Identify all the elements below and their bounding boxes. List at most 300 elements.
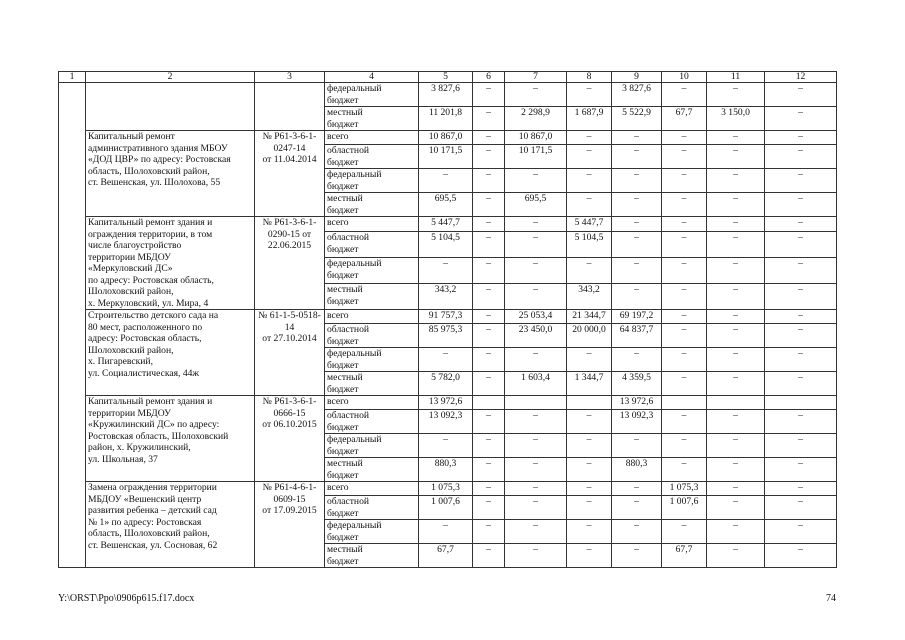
amount-cell: – — [505, 232, 567, 258]
amount-cell: – — [473, 434, 505, 458]
amount-cell: – — [765, 107, 837, 131]
amount-cell: – — [765, 410, 837, 434]
amount-cell: – — [505, 217, 567, 232]
funding-source-line: областной — [327, 145, 370, 156]
row-number-cell — [59, 83, 86, 568]
amount-cell: – — [662, 410, 707, 434]
project-name-cell — [86, 396, 255, 482]
document-number-line: 0609-15 — [273, 493, 306, 505]
funding-source-line: областной — [327, 232, 370, 244]
column-number: 12 — [765, 72, 837, 83]
amount-cell: – — [473, 232, 505, 258]
amount-cell: – — [765, 458, 837, 482]
document-number-line: от 27.10.2014 — [262, 333, 317, 344]
amount-cell: – — [765, 310, 837, 324]
amount-cell: – — [707, 458, 765, 482]
document-number-cell — [255, 310, 325, 396]
document-number-cell — [255, 131, 325, 217]
amount-cell: – — [612, 544, 662, 568]
amount-cell: – — [765, 232, 837, 258]
amount-cell: – — [419, 258, 473, 284]
amount-cell: – — [612, 169, 662, 193]
amount-cell: – — [662, 169, 707, 193]
table-row — [59, 310, 837, 324]
amount-cell: – — [567, 482, 612, 496]
funding-source-cell — [325, 324, 419, 348]
amount-cell: 67,7 — [419, 544, 473, 568]
project-name-line: Замена ограждения территории — [88, 482, 217, 493]
amount-cell: – — [505, 496, 567, 520]
amount-cell: – — [473, 258, 505, 284]
column-number: 7 — [505, 72, 567, 83]
document-number-line: 0247-14 — [273, 142, 306, 154]
column-number: 5 — [419, 72, 473, 83]
column-number: 4 — [325, 72, 419, 83]
amount-cell: – — [707, 482, 765, 496]
amount-cell: – — [612, 482, 662, 496]
amount-cell: 1 075,3 — [662, 482, 707, 496]
project-name-cell — [86, 217, 255, 310]
amount-cell: – — [567, 131, 612, 145]
amount-cell: – — [612, 232, 662, 258]
amount-cell: 2 298,9 — [505, 107, 567, 131]
project-name-line: область, Шолоховский район, — [88, 165, 210, 177]
funding-source-line: бюджет — [327, 531, 359, 543]
amount-cell: 1 603,4 — [505, 372, 567, 396]
amount-cell: – — [505, 482, 567, 496]
amount-cell: – — [505, 258, 567, 284]
amount-cell: 67,7 — [662, 544, 707, 568]
project-name-line: Шолоховский район, — [88, 286, 174, 297]
funding-source-line: бюджет — [327, 507, 359, 519]
amount-cell: – — [473, 217, 505, 232]
document-number-line: от 17.09.2015 — [262, 505, 317, 516]
project-name-cell — [86, 310, 255, 396]
amount-cell: 10 171,5 — [419, 145, 473, 169]
amount-cell: 1 007,6 — [662, 496, 707, 520]
funding-source-line: бюджет — [327, 243, 359, 255]
funding-source-line: областной — [327, 324, 370, 335]
project-name-line: территории МБДОУ — [88, 251, 171, 263]
project-name-cell — [86, 482, 255, 568]
amount-cell: – — [707, 348, 765, 372]
funding-source-cell — [325, 284, 419, 310]
funding-source-line: всего — [327, 396, 349, 407]
amount-cell: – — [765, 544, 837, 568]
amount-cell: – — [707, 193, 765, 217]
document-number-line: от 06.10.2015 — [262, 419, 317, 430]
funding-source-line: федеральный — [327, 83, 382, 94]
amount-cell: 13 972,6 — [612, 396, 662, 410]
project-name-line: х. Меркуловский, ул. Мира, 4 — [88, 297, 209, 309]
amount-cell: – — [765, 217, 837, 232]
funding-source-cell — [325, 482, 419, 496]
amount-cell: – — [707, 284, 765, 310]
document-number-line: № Р61-3-6-1- — [262, 131, 317, 142]
amount-cell: – — [567, 520, 612, 544]
amount-cell — [473, 396, 505, 410]
amount-cell: – — [765, 145, 837, 169]
funding-source-line: бюджет — [327, 335, 359, 347]
funding-source-cell — [325, 232, 419, 258]
funding-source-line: местный — [327, 193, 363, 204]
amount-cell: – — [567, 496, 612, 520]
document-number-line: № 61-1-5-0518- — [258, 310, 321, 321]
amount-cell: – — [567, 169, 612, 193]
amount-cell: 1 007,6 — [419, 496, 473, 520]
funding-source-line: бюджет — [327, 555, 359, 567]
project-name-line: территории МБДОУ — [88, 407, 171, 419]
amount-cell: – — [473, 131, 505, 145]
amount-cell — [707, 396, 765, 410]
amount-cell: 11 201,8 — [419, 107, 473, 131]
funding-source-cell — [325, 544, 419, 568]
document-path: Y:\ORST\Ppo\0906p615.f17.docx — [58, 593, 195, 604]
amount-cell: – — [612, 258, 662, 284]
document-number-line: 14 — [284, 321, 295, 333]
amount-cell: – — [473, 193, 505, 217]
amount-cell: – — [765, 258, 837, 284]
document-number-line: № Р61-4-6-1- — [262, 482, 317, 493]
project-name-line: район, х. Кружилинский, — [88, 442, 191, 453]
document-number-cell — [255, 396, 325, 482]
column-number: 3 — [255, 72, 325, 83]
project-name-line: ограждения территории, в том — [88, 228, 213, 240]
funding-source-line: местный — [327, 544, 363, 555]
amount-cell: – — [612, 284, 662, 310]
amount-cell: 3 827,6 — [419, 83, 473, 107]
funding-source-cell — [325, 348, 419, 372]
document-number-cell — [255, 83, 325, 131]
amount-cell: – — [567, 258, 612, 284]
amount-cell: – — [707, 145, 765, 169]
amount-cell: – — [505, 348, 567, 372]
amount-cell: – — [707, 410, 765, 434]
amount-cell: – — [419, 520, 473, 544]
funding-source-line: всего — [327, 131, 349, 142]
amount-cell: 13 092,3 — [612, 410, 662, 434]
project-name-cell — [86, 83, 255, 131]
amount-cell: 67,7 — [662, 107, 707, 131]
funding-source-line: местный — [327, 458, 363, 469]
funding-source-line: областной — [327, 496, 370, 507]
amount-cell: – — [662, 520, 707, 544]
amount-cell: – — [765, 434, 837, 458]
project-name-line: Шолоховский район, — [88, 344, 174, 356]
project-name-line: ул. Школьная, 37 — [88, 453, 158, 465]
funding-source-cell — [325, 258, 419, 284]
document-number-line: № Р61-3-6-1- — [262, 217, 317, 228]
amount-cell: – — [567, 145, 612, 169]
amount-cell: – — [473, 372, 505, 396]
amount-cell: – — [473, 496, 505, 520]
funding-source-cell — [325, 169, 419, 193]
project-name-line: Ростовская область, Шолоховский — [88, 430, 229, 442]
funding-source-line: бюджет — [327, 204, 359, 216]
amount-cell: – — [473, 324, 505, 348]
document-number-cell — [255, 217, 325, 310]
column-number: 1 — [59, 72, 86, 83]
amount-cell: – — [419, 434, 473, 458]
amount-cell: – — [567, 83, 612, 107]
amount-cell: 5 782,0 — [419, 372, 473, 396]
funding-source-line: бюджет — [327, 118, 359, 130]
amount-cell — [505, 396, 567, 410]
amount-cell: – — [567, 193, 612, 217]
project-name-line: по адресу: Ростовская область, — [88, 274, 214, 286]
amount-cell: – — [473, 107, 505, 131]
funding-source-line: областной — [327, 410, 370, 421]
amount-cell — [662, 396, 707, 410]
amount-cell: 91 757,3 — [419, 310, 473, 324]
project-name-line: МБДОУ «Вешенский центр — [88, 493, 202, 505]
amount-cell: – — [419, 348, 473, 372]
project-name-cell — [86, 131, 255, 217]
funding-source-line: федеральный — [327, 258, 382, 270]
funding-source-line: местный — [327, 107, 363, 118]
table-row — [59, 83, 837, 107]
amount-cell: – — [662, 372, 707, 396]
funding-source-cell — [325, 496, 419, 520]
amount-cell: 5 522,9 — [612, 107, 662, 131]
amount-cell: – — [505, 83, 567, 107]
column-number: 11 — [707, 72, 765, 83]
amount-cell: – — [662, 145, 707, 169]
amount-cell: – — [707, 310, 765, 324]
funding-source-cell — [325, 83, 419, 107]
amount-cell: – — [612, 520, 662, 544]
amount-cell: – — [765, 482, 837, 496]
amount-cell: – — [662, 131, 707, 145]
amount-cell: – — [473, 544, 505, 568]
funding-source-cell — [325, 131, 419, 145]
amount-cell: – — [707, 232, 765, 258]
project-name-line: «ДОД ЦВР» по адресу: Ростовская — [88, 154, 231, 165]
amount-cell: – — [662, 348, 707, 372]
amount-cell: 20 000,0 — [567, 324, 612, 348]
amount-cell: 64 837,7 — [612, 324, 662, 348]
amount-cell: – — [765, 324, 837, 348]
amount-cell: – — [419, 169, 473, 193]
project-name-line: ст. Вешенская, ул. Шолохова, 55 — [88, 177, 221, 188]
amount-cell: – — [473, 348, 505, 372]
funding-source-line: всего — [327, 482, 349, 493]
funding-source-line: федеральный — [327, 348, 382, 359]
amount-cell: – — [505, 169, 567, 193]
amount-cell: – — [765, 169, 837, 193]
amount-cell: – — [707, 83, 765, 107]
amount-cell: – — [612, 131, 662, 145]
funding-source-cell — [325, 396, 419, 410]
amount-cell: – — [707, 544, 765, 568]
column-number: 8 — [567, 72, 612, 83]
column-number: 2 — [86, 72, 255, 83]
amount-cell: – — [765, 348, 837, 372]
amount-cell: – — [473, 169, 505, 193]
amount-cell: – — [473, 83, 505, 107]
amount-cell: – — [765, 131, 837, 145]
project-name-line: ул. Социалистическая, 44ж — [88, 367, 200, 379]
funding-source-line: федеральный — [327, 169, 382, 180]
amount-cell: 3 827,6 — [612, 83, 662, 107]
column-number: 10 — [662, 72, 707, 83]
amount-cell: 23 450,0 — [505, 324, 567, 348]
page-number: 74 — [826, 593, 836, 604]
amount-cell: – — [567, 544, 612, 568]
amount-cell: – — [765, 83, 837, 107]
amount-cell: – — [662, 232, 707, 258]
amount-cell: 343,2 — [419, 284, 473, 310]
project-name-line: Капитальный ремонт здания и — [88, 217, 213, 228]
funding-source-line: федеральный — [327, 434, 382, 445]
project-name-line: Капитальный ремонт здания и — [88, 396, 213, 407]
amount-cell: 880,3 — [419, 458, 473, 482]
document-number-line: 22.06.2015 — [267, 240, 312, 251]
amount-cell: 5 104,5 — [567, 232, 612, 258]
project-name-line: х. Пигаревский, — [88, 356, 153, 367]
amount-cell: – — [707, 131, 765, 145]
amount-cell: 1 075,3 — [419, 482, 473, 496]
amount-cell: – — [662, 324, 707, 348]
amount-cell: 5 447,7 — [419, 217, 473, 232]
amount-cell: 85 975,3 — [419, 324, 473, 348]
amount-cell: – — [505, 434, 567, 458]
amount-cell: – — [765, 284, 837, 310]
amount-cell: – — [505, 544, 567, 568]
amount-cell: – — [707, 169, 765, 193]
amount-cell: 10 171,5 — [505, 145, 567, 169]
amount-cell: 21 344,7 — [567, 310, 612, 324]
amount-cell: – — [707, 496, 765, 520]
funding-source-cell — [325, 372, 419, 396]
funding-source-cell — [325, 434, 419, 458]
amount-cell: – — [473, 145, 505, 169]
funding-source-line: бюджет — [327, 94, 359, 106]
amount-cell: – — [505, 520, 567, 544]
funding-source-line: бюджет — [327, 421, 359, 433]
amount-cell: – — [662, 458, 707, 482]
document-number-cell — [255, 482, 325, 568]
amount-cell: – — [662, 434, 707, 458]
funding-source-cell — [325, 145, 419, 169]
amount-cell: – — [612, 217, 662, 232]
project-name-line: ст. Вешенская, ул. Сосновая, 62 — [88, 539, 218, 551]
table-row — [59, 217, 837, 232]
amount-cell: – — [505, 458, 567, 482]
funding-source-line: бюджет — [327, 295, 359, 307]
amount-cell: 10 867,0 — [419, 131, 473, 145]
document-number-line: 0666-15 — [273, 407, 306, 419]
amount-cell: – — [707, 434, 765, 458]
amount-cell: – — [473, 458, 505, 482]
funding-source-cell — [325, 193, 419, 217]
amount-cell: 1 344,7 — [567, 372, 612, 396]
table-body — [59, 72, 837, 568]
amount-cell: – — [505, 284, 567, 310]
amount-cell: 25 053,4 — [505, 310, 567, 324]
amount-cell: – — [707, 372, 765, 396]
table-row — [59, 396, 837, 410]
amount-cell: 13 092,3 — [419, 410, 473, 434]
amount-cell: – — [662, 284, 707, 310]
column-number: 9 — [612, 72, 662, 83]
amount-cell: 880,3 — [612, 458, 662, 482]
table-row — [59, 131, 837, 145]
amount-cell: 1 687,9 — [567, 107, 612, 131]
amount-cell: – — [473, 482, 505, 496]
amount-cell: – — [473, 410, 505, 434]
funding-source-line: всего — [327, 310, 349, 321]
funding-source-line: бюджет — [327, 180, 359, 192]
project-name-line: область, Шолоховский район, — [88, 528, 210, 539]
funding-source-cell — [325, 410, 419, 434]
budget-table — [58, 71, 837, 568]
project-name-line: «Меркуловский ДС» — [88, 263, 173, 274]
amount-cell — [567, 396, 612, 410]
amount-cell: 13 972,6 — [419, 396, 473, 410]
funding-source-cell — [325, 217, 419, 232]
amount-cell: – — [473, 310, 505, 324]
amount-cell — [765, 396, 837, 410]
amount-cell: – — [505, 410, 567, 434]
amount-cell: – — [567, 458, 612, 482]
project-name-line: 80 мест, расположенного по — [88, 321, 203, 333]
header-row — [59, 72, 837, 83]
amount-cell: – — [662, 258, 707, 284]
amount-cell: 69 197,2 — [612, 310, 662, 324]
funding-source-line: местный — [327, 284, 363, 296]
amount-cell: – — [707, 324, 765, 348]
funding-source-cell — [325, 458, 419, 482]
project-name-line: развития ребенка – детский сад — [88, 505, 217, 516]
funding-source-line: всего — [327, 217, 349, 228]
project-name-line: Строительство детского сада на — [88, 310, 219, 321]
amount-cell: – — [612, 145, 662, 169]
column-number: 6 — [473, 72, 505, 83]
funding-source-cell — [325, 310, 419, 324]
amount-cell: – — [612, 496, 662, 520]
amount-cell: – — [707, 258, 765, 284]
amount-cell: – — [765, 520, 837, 544]
project-name-line: «Кружилинский ДС» по адресу: — [88, 419, 220, 430]
amount-cell: 10 867,0 — [505, 131, 567, 145]
amount-cell: – — [662, 310, 707, 324]
amount-cell: 5 104,5 — [419, 232, 473, 258]
funding-source-line: федеральный — [327, 520, 382, 531]
document-number-line: 0290-15 от — [267, 228, 312, 240]
amount-cell: – — [662, 83, 707, 107]
funding-source-line: бюджет — [327, 469, 359, 481]
amount-cell: – — [473, 520, 505, 544]
amount-cell: – — [612, 434, 662, 458]
amount-cell: – — [612, 193, 662, 217]
funding-source-line: бюджет — [327, 156, 359, 168]
table-row — [59, 482, 837, 496]
project-name-line: Капитальный ремонт — [88, 131, 175, 142]
amount-cell: 343,2 — [567, 284, 612, 310]
project-name-line: адресу: Ростовская область, — [88, 333, 202, 344]
amount-cell: – — [473, 284, 505, 310]
amount-cell: – — [567, 410, 612, 434]
amount-cell: – — [567, 348, 612, 372]
project-name-line: числе благоустройство — [88, 240, 182, 251]
amount-cell: – — [612, 348, 662, 372]
funding-source-cell — [325, 520, 419, 544]
funding-source-line: бюджет — [327, 269, 359, 281]
funding-source-line: местный — [327, 372, 363, 383]
amount-cell: 3 150,0 — [707, 107, 765, 131]
amount-cell: 5 447,7 — [567, 217, 612, 232]
